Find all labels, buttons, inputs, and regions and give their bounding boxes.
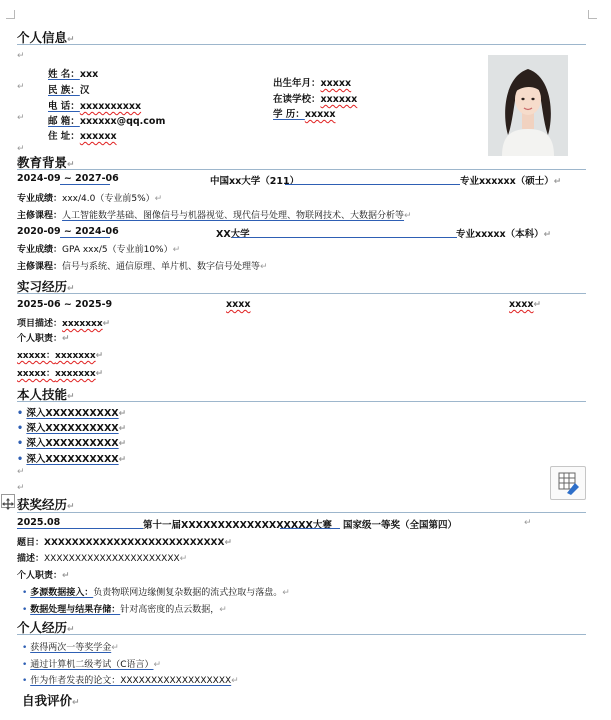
experience-item: • 通过计算机二级考试（C语言）↵: [22, 660, 162, 670]
paragraph-mark: ↵: [524, 518, 532, 528]
section-rule: [17, 169, 586, 170]
skill-item: • 深入XXXXXXXXXX↵: [17, 423, 127, 434]
paragraph-mark: ↵: [17, 483, 25, 493]
section-rule: [17, 293, 586, 294]
edu-2-major: 专业xxxxx（本科）↵: [456, 229, 552, 240]
award-duty-item: • 多源数据接入：负责物联网边缘侧复杂数据的流式拉取与落盘。↵: [22, 588, 290, 598]
section-title-education: 教育背景↵: [17, 155, 75, 170]
award-prize: 国家级一等奖（全国第四）: [343, 520, 458, 531]
intern-duty-label: 个人职责：↵: [17, 334, 70, 344]
edu-1-courses: 主修课程：人工智能数学基础、图像信号与机器视觉、现代信号处理、物联网技术、大数据分析等↵: [17, 211, 412, 221]
portrait-photo[interactable]: [488, 55, 568, 156]
intern-company: xxxx: [226, 299, 251, 310]
section-rule: [17, 44, 586, 45]
birth-row: 出生年月：xxxxx: [273, 78, 352, 89]
page-corner-mark: [588, 10, 597, 19]
paragraph-mark: ↵: [17, 144, 25, 154]
section-title-internship: 实习经历↵: [17, 279, 75, 294]
skill-item: • 深入XXXXXXXXXX↵: [17, 408, 127, 419]
underline: [280, 528, 340, 529]
experience-item: • 获得两次一等奖学金↵: [22, 643, 119, 653]
phone-row: 电 话：xxxxxxxxxx: [48, 101, 142, 112]
section-rule: [17, 512, 586, 513]
intern-period: 2025-06 ~ 2025-9: [17, 299, 113, 310]
paragraph-mark: ↵: [17, 113, 25, 123]
table-move-handle[interactable]: [1, 494, 15, 508]
underline: [232, 237, 457, 238]
award-duty-item: • 数据处理与结果存储：针对高密度的点云数据，↵: [22, 605, 227, 615]
award-competition: 第十一届XXXXXXXXXXXXXXXXXX大赛: [143, 520, 332, 531]
paragraph-mark: ↵: [17, 467, 25, 477]
skill-item: • 深入XXXXXXXXXX↵: [17, 454, 127, 465]
ethnicity-row: 民 族：汉: [48, 85, 90, 96]
school-row: 在读学校：xxxxxx: [273, 94, 358, 105]
award-date: 2025.08: [17, 517, 61, 528]
section-title-personal: 个人信息↵: [17, 30, 75, 45]
email-row: 邮 箱：xxxxxx@qq.com: [48, 116, 166, 127]
edu-1-school: 中国xx大学（211）: [210, 176, 300, 187]
edu-1-major: 专业xxxxxx（硕士）↵: [460, 176, 562, 187]
award-duty-label: 个人职责：↵: [17, 571, 70, 581]
section-title-skills: 本人技能↵: [17, 387, 75, 402]
skill-item: • 深入XXXXXXXXXX↵: [17, 438, 127, 449]
paragraph-mark: ↵: [17, 51, 25, 61]
edu-1-period: 2024-09 ~ 2027-06: [17, 173, 119, 184]
name-row: 姓 名：xxx: [48, 69, 99, 80]
section-title-awards: 获奖经历↵: [17, 497, 75, 512]
underline: [285, 184, 460, 185]
intern-role: xxxx↵: [509, 299, 542, 310]
underline: [17, 528, 143, 529]
edu-2-school: XX大学: [216, 229, 250, 240]
underline: [60, 184, 110, 185]
edu-2-period: 2020-09 ~ 2024-06: [17, 226, 119, 237]
award-desc: 描述：XXXXXXXXXXXXXXXXXXXXXX↵: [17, 554, 188, 564]
page-corner-mark: [6, 10, 15, 19]
underline: [60, 237, 110, 238]
portrait-image: [488, 55, 568, 156]
section-title-experience: 个人经历↵: [17, 620, 75, 635]
section-rule: [17, 634, 586, 635]
paragraph-mark: ↵: [17, 82, 25, 92]
edu-2-score: 专业成绩：GPA xxx/5（专业前10%）↵: [17, 245, 181, 255]
award-topic: 题目：XXXXXXXXXXXXXXXXXXXXXXXXXX↵: [17, 538, 232, 548]
degree-row: 学 历：xxxxx: [273, 109, 336, 120]
intern-desc: 项目描述：xxxxxxx↵: [17, 319, 111, 329]
edu-1-score: 专业成绩：xxx/4.0（专业前5%）↵: [17, 194, 163, 204]
table-layout-icon: [551, 467, 585, 499]
address-row: 住 址：xxxxxx: [48, 131, 117, 142]
intern-duty-item: xxxxx：xxxxxxx↵: [17, 369, 104, 379]
section-title-evaluation: 自我评价↵: [22, 693, 80, 708]
table-layout-button[interactable]: [550, 466, 586, 500]
table-move-icon: [2, 498, 14, 510]
section-rule: [17, 401, 586, 402]
intern-duty-item: xxxxx：xxxxxxx↵: [17, 351, 104, 361]
edu-2-courses: 主修课程：信号与系统、通信原理、单片机、数字信号处理等↵: [17, 262, 268, 272]
experience-item: • 作为作者发表的论文：XXXXXXXXXXXXXXXXXX↵: [22, 676, 239, 686]
